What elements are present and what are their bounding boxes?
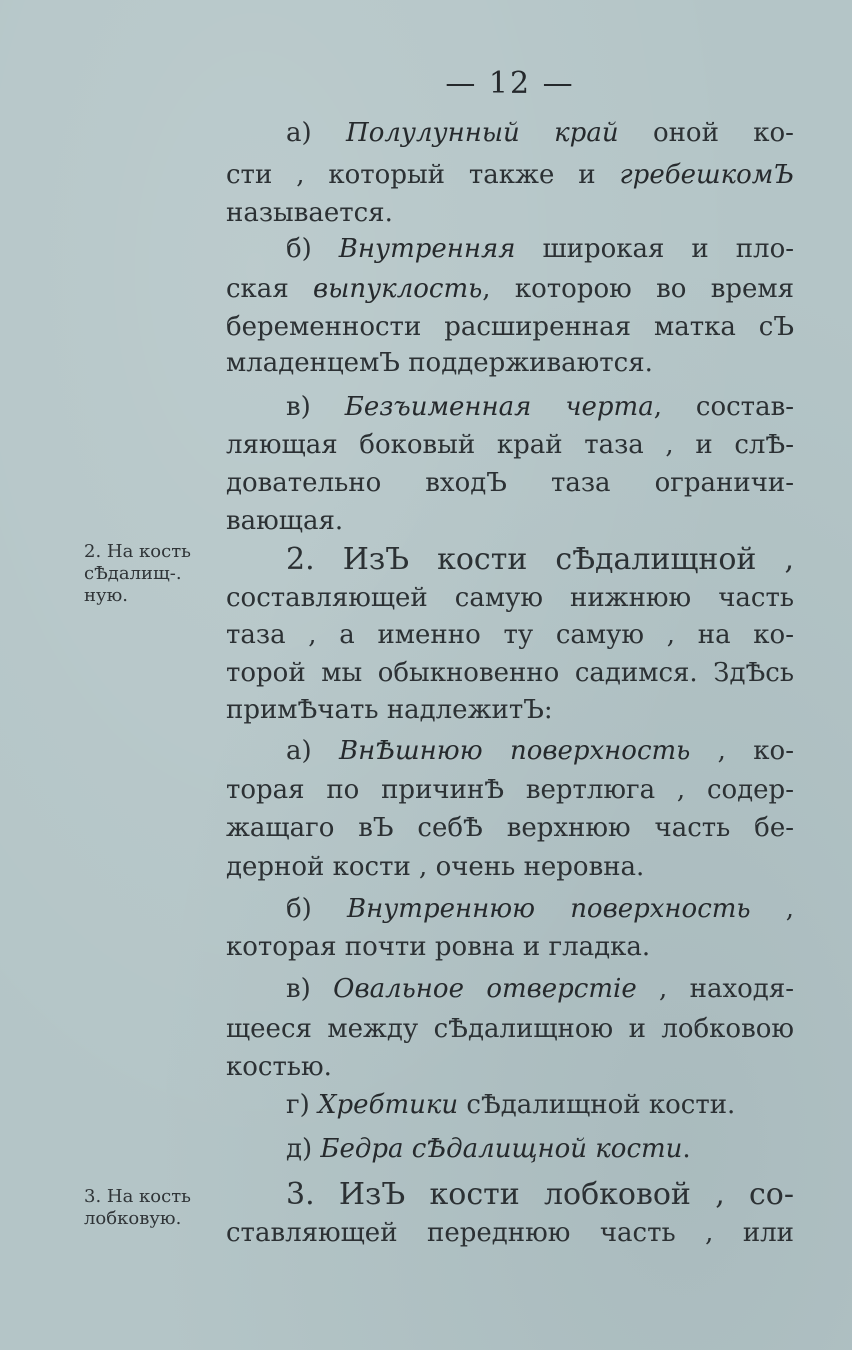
text-line: дерной кости , очень неровна. bbox=[226, 852, 645, 882]
text-line: а) ВнѢшнюю поверхность , ко- bbox=[286, 736, 794, 766]
text-line: костью. bbox=[226, 1052, 332, 1082]
section-heading-3: 3. ИзЪ кости лобковой , со- bbox=[286, 1177, 794, 1212]
text-line: торая по причинѢ вертлюга , содер- bbox=[226, 775, 794, 805]
text-line: беременности расширенная матка сЪ bbox=[226, 312, 794, 342]
text-line: в) Овальное отверстіе , находя- bbox=[286, 974, 795, 1004]
margin-note: ную. bbox=[84, 585, 128, 606]
text-line: в) Безъименная черта, состав- bbox=[286, 392, 794, 422]
text-line: вающая. bbox=[226, 506, 344, 536]
text-line: ская выпуклость, которою во время bbox=[226, 274, 794, 304]
text-line: довательно входЪ таза ограничи- bbox=[226, 468, 794, 498]
text-line: называется. bbox=[226, 198, 393, 228]
text-line: которая почти ровна и гладка. bbox=[226, 932, 651, 962]
text-line: составляющей самую нижнюю часть bbox=[226, 583, 794, 613]
margin-note: лобковую. bbox=[84, 1208, 182, 1229]
text-line: ляющая боковый край таза , и слѢ- bbox=[226, 430, 794, 460]
margin-note: сѢдалищ-. bbox=[84, 563, 182, 584]
margin-note: 3. На кость bbox=[84, 1186, 191, 1207]
text-line: сти , который также и гребешкомЪ bbox=[226, 160, 794, 190]
text-line: жащаго вЪ себѢ верхнюю часть бе- bbox=[226, 813, 794, 843]
text-line: б) Внутренняя широкая и пло- bbox=[286, 234, 795, 264]
page-number: — 12 — bbox=[445, 66, 575, 101]
text-line: торой мы обыкновенно садимся. ЗдѢсь bbox=[226, 658, 794, 688]
text-line: д) Бедра сѢдалищной кости. bbox=[286, 1134, 691, 1164]
section-heading-2: 2. ИзЪ кости сѢдалищной , bbox=[286, 542, 794, 577]
text-line: ставляющей переднюю часть , или bbox=[226, 1218, 794, 1248]
text-line: а) Полулунный край оной ко- bbox=[286, 118, 794, 148]
text-line: таза , а именно ту самую , на ко- bbox=[226, 620, 794, 650]
text-line: щееся между сѢдалищною и лобковою bbox=[226, 1014, 794, 1044]
margin-note: 2. На кость bbox=[84, 541, 191, 562]
text-line: б) Внутреннюю поверхность , bbox=[286, 894, 795, 924]
text-line: младенцемЪ поддерживаются. bbox=[226, 348, 653, 378]
text-line: г) Хребтики сѢдалищной кости. bbox=[286, 1090, 736, 1120]
text-line: примѢчать надлежитЪ: bbox=[226, 695, 553, 725]
